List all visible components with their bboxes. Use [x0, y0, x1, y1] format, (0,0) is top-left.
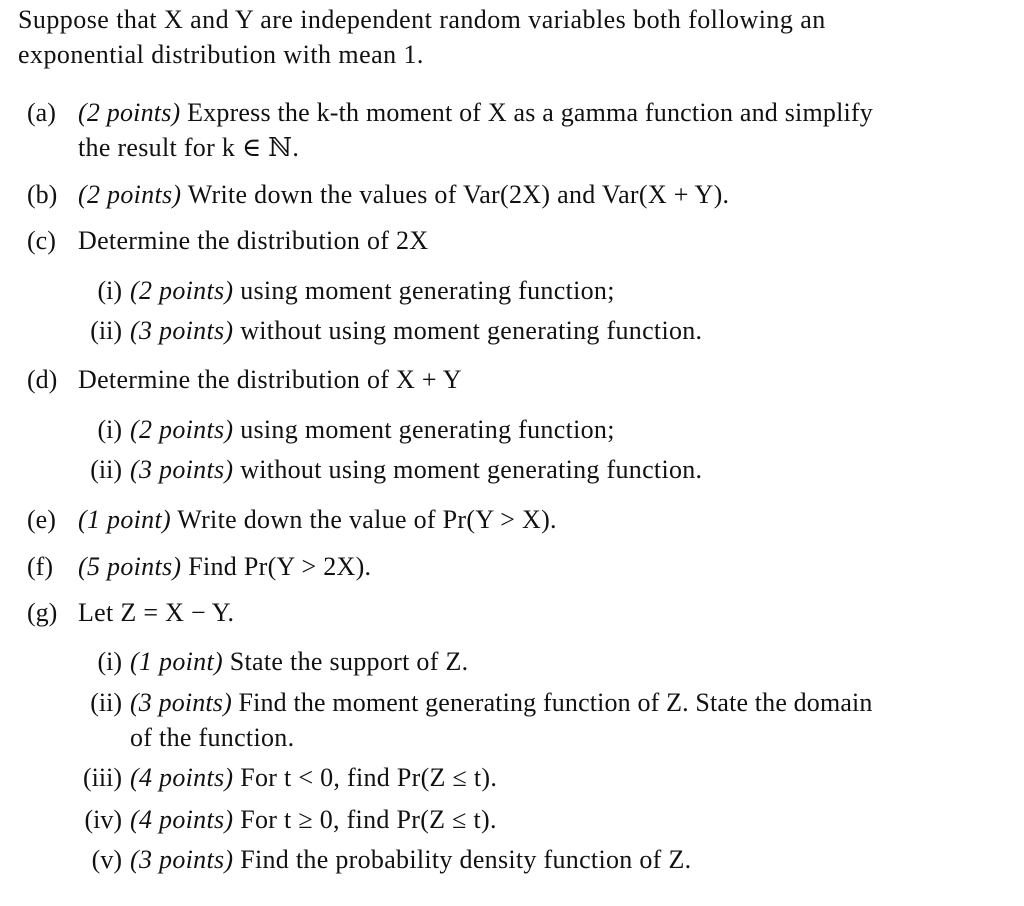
item-a-cont: the result for k ∈ ℕ.	[78, 133, 300, 162]
item-text: State the support of Z.	[222, 647, 469, 676]
item-g-v	[130, 845, 691, 875]
points: (4 points)	[130, 763, 234, 792]
points: (4 points)	[130, 805, 234, 834]
item-f	[78, 552, 371, 582]
item-g-iii-label: (iii)	[83, 763, 122, 792]
item-text: For t < 0, find Pr(Z ≤ t).	[233, 763, 498, 792]
item-d-ii	[130, 455, 702, 485]
points: (3 points)	[130, 688, 232, 717]
item-g-ii-cont: of the function.	[130, 723, 295, 752]
item-g-ii-label: (ii)	[90, 688, 122, 717]
item-text: Find Pr(Y > 2X).	[181, 552, 372, 581]
item-c-ii	[130, 316, 702, 346]
item-e-label: (e)	[27, 505, 56, 534]
points: (3 points)	[130, 845, 234, 874]
points: (1 point)	[78, 505, 171, 534]
intro-line-1: Suppose that X and Y are independent random variables both following an	[18, 5, 826, 34]
item-text: using moment generating function;	[233, 276, 615, 305]
points: (2 points)	[78, 98, 181, 127]
points: (5 points)	[78, 552, 182, 581]
item-d-label: (d)	[27, 365, 58, 394]
points: (1 point)	[130, 647, 223, 676]
item-g-ii	[130, 688, 873, 718]
item-text: Find the probability density function of Z.	[233, 845, 692, 874]
points: (3 points)	[130, 455, 234, 484]
item-g-label: (g)	[27, 598, 58, 627]
item-c-label: (c)	[27, 226, 56, 255]
item-g-v-label: (v)	[91, 845, 122, 874]
item-c: Determine the distribution of 2X	[78, 226, 429, 255]
item-a	[78, 98, 873, 128]
item-d-i-label: (i)	[97, 415, 122, 444]
item-text: Write down the values of Var(2X) and Var(X + Y).	[181, 180, 730, 209]
item-d: Determine the distribution of X + Y	[78, 365, 462, 394]
points: (2 points)	[130, 415, 234, 444]
points: (2 points)	[130, 276, 234, 305]
item-text: Express the k-th moment of X as a gamma function and simplify	[180, 98, 873, 127]
intro-line-2: exponential distribution with mean 1.	[18, 40, 424, 69]
item-f-label: (f)	[27, 552, 53, 581]
item-e	[78, 505, 557, 535]
item-text: without using moment generating function.	[233, 455, 703, 484]
item-b-label: (b)	[27, 180, 58, 209]
item-text: For t ≥ 0, find Pr(Z ≤ t).	[233, 805, 497, 834]
item-g: Let Z = X − Y.	[78, 598, 235, 627]
points: (2 points)	[78, 180, 182, 209]
item-g-iv	[130, 805, 497, 835]
item-c-i-label: (i)	[97, 276, 122, 305]
item-b	[78, 180, 729, 210]
points: (3 points)	[130, 316, 234, 345]
item-d-i	[130, 415, 615, 445]
item-text: using moment generating function;	[233, 415, 615, 444]
item-text: without using moment generating function.	[233, 316, 703, 345]
item-g-i-label: (i)	[97, 647, 122, 676]
item-c-ii-label: (ii)	[90, 316, 122, 345]
item-d-ii-label: (ii)	[90, 455, 122, 484]
item-g-i	[130, 647, 468, 677]
item-g-iv-label: (iv)	[84, 805, 122, 834]
item-a-label: (a)	[27, 98, 56, 127]
item-g-iii	[130, 763, 497, 793]
item-text: Write down the value of Pr(Y > X).	[170, 505, 557, 534]
item-c-i	[130, 276, 615, 306]
item-text: Find the moment generating function of Z. State the domain	[231, 688, 873, 717]
